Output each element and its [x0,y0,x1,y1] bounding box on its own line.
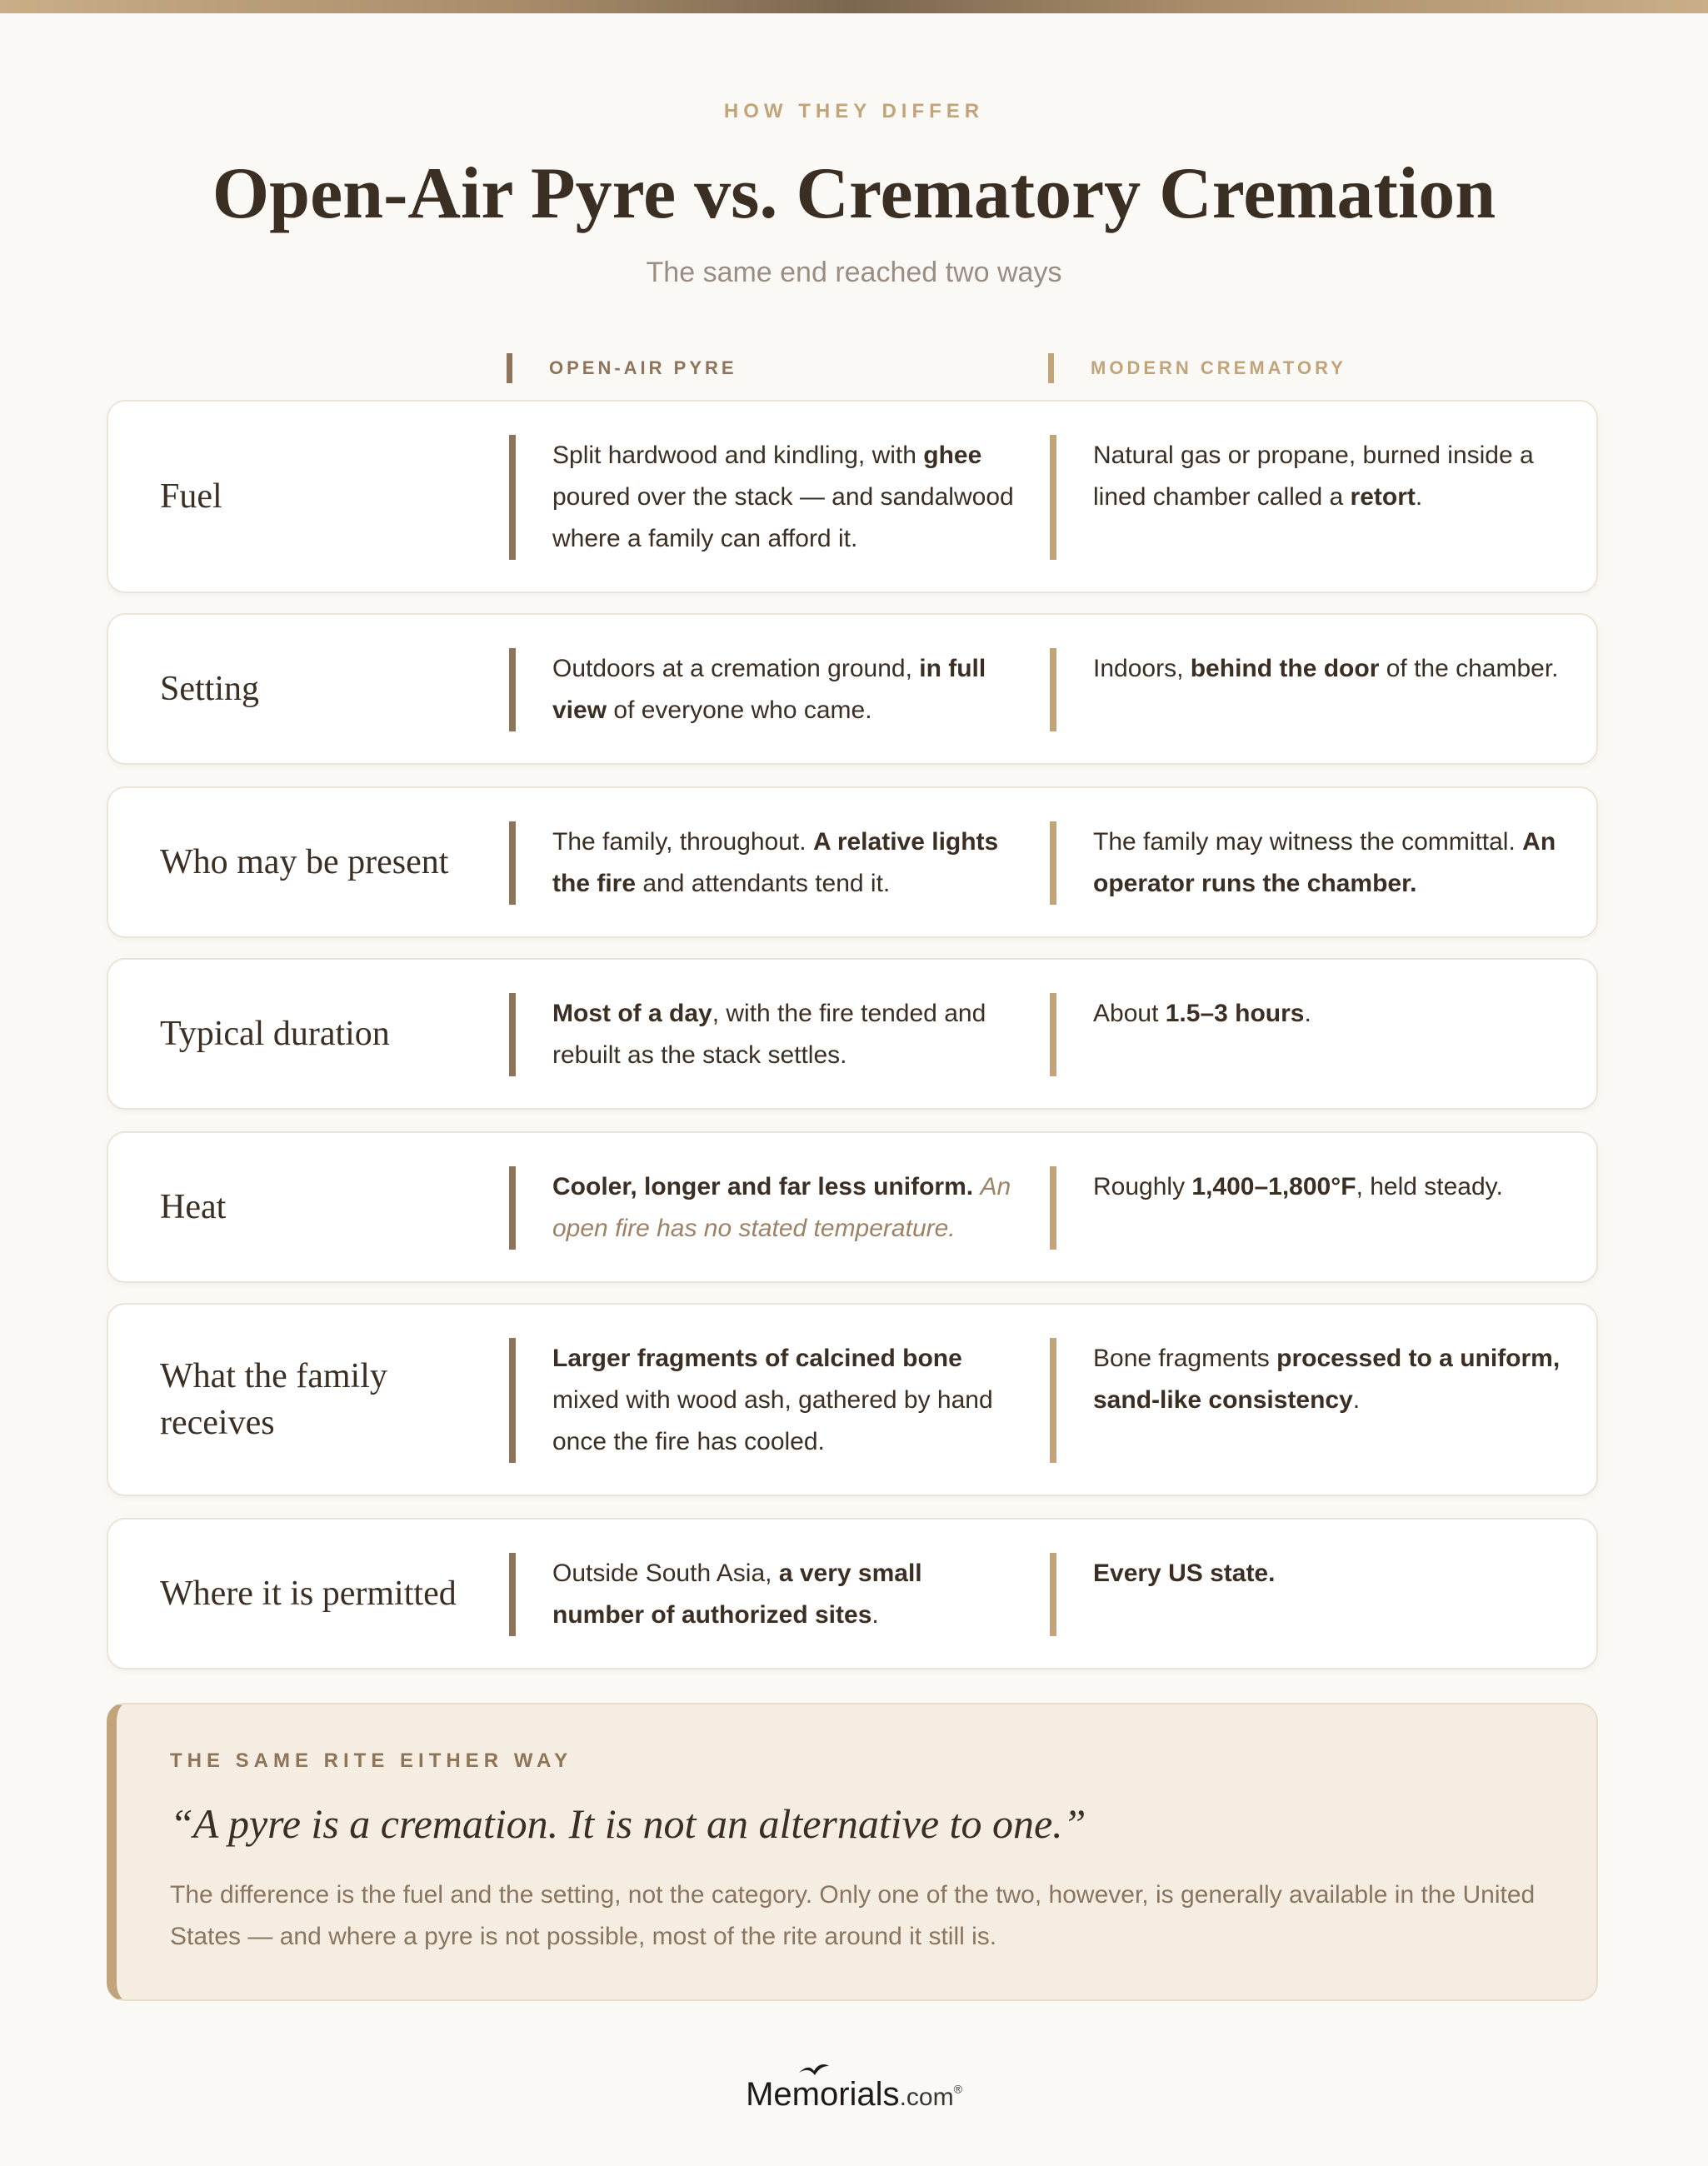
page-title: Open-Air Pyre vs. Crematory Cremation [212,153,1496,234]
summary-callout [107,1703,1598,2001]
emphasis-text: Larger fragments of calcined bone [552,1345,962,1372]
comparison-row-what-the-family-receives [107,1303,1598,1496]
open-air-pyre-cell [509,435,1019,560]
comparison-row-typical-duration [107,958,1598,1110]
emphasis-text: Most of a day [552,1000,712,1027]
body-text: of the chamber. [1379,655,1559,682]
body-text: , held steady. [1356,1173,1503,1200]
modern-crematory-cell [1050,1338,1566,1463]
bird-icon [797,2059,831,2078]
logo-suffix: .com [899,2084,954,2111]
modern-crematory-cell [1050,821,1566,905]
logo-name: Memorials [746,2076,900,2113]
top-accent-bar [0,0,1708,13]
open-air-pyre-cell [509,1338,1019,1463]
body-text: . [871,1601,879,1629]
body-text: Roughly [1093,1173,1192,1200]
emphasis-text: ghee [923,442,982,469]
page-subtitle: The same end reached two ways [646,257,1062,288]
emphasis-text: An operator runs the chamber. [1093,828,1556,897]
row-label: Fuel [160,477,222,516]
body-text: The family, throughout. [552,828,813,856]
column-header-modern-crematory: MODERN CREMATORY [1048,353,1346,383]
body-text: Outdoors at a cremation ground, [552,655,920,682]
open-air-pyre-cell [509,1166,1019,1250]
logo-registered-mark: ® [953,2082,962,2096]
body-text: Outside South Asia, [552,1560,779,1587]
callout-eyebrow: THE SAME RITE EITHER WAY [170,1749,573,1772]
comparison-row-heat [107,1131,1598,1283]
body-text: of everyone who came. [607,696,872,724]
modern-crematory-cell [1050,648,1566,731]
emphasis-text: behind the door [1190,655,1380,682]
modern-crematory-cell [1050,1166,1566,1250]
body-text: About [1093,1000,1166,1027]
body-text: Bone fragments [1093,1345,1277,1372]
body-text: poured over the stack — and sandalwood where a family can afford it. [552,483,1014,552]
open-air-pyre-cell [509,821,1019,905]
callout-quote: “A pyre is a cremation. It is not an alternative to one.” [170,1800,1086,1847]
row-label: Where it is permitted [160,1575,457,1613]
emphasis-text: Cooler, longer and far less uniform. [552,1173,974,1200]
emphasis-text: 1.5–3 hours [1165,1000,1305,1027]
body-text: . [1415,483,1423,511]
comparison-row-who-may-be-present [107,786,1598,938]
body-text: , with the fire tended and rebuilt as the stack settles. [552,1000,986,1069]
body-text: and attendants tend it. [636,870,891,897]
open-air-pyre-cell [509,1553,1019,1636]
emphasis-text: retort [1350,483,1416,511]
memorials-logo[interactable] [0,2076,1708,2114]
note-text: An open fire has no stated temperature. [552,1173,1011,1242]
body-text: Split hardwood and kindling, with [552,442,924,469]
column-header-open-air-pyre: OPEN-AIR PYRE [507,353,737,383]
emphasis-text: processed to a uniform, sand-like consistency [1093,1345,1561,1414]
modern-crematory-cell [1050,993,1566,1076]
emphasis-text: A relative lights the fire [552,828,999,897]
row-label: What the family receives [160,1357,387,1442]
comparison-row-where-it-is-permitted [107,1518,1598,1669]
comparison-row-fuel [107,400,1598,593]
body-text: . [1352,1386,1361,1414]
modern-crematory-cell [1050,435,1566,560]
emphasis-text: in full view [552,655,986,724]
callout-body: The difference is the fuel and the setting, not the category. Only one of the two, however, is generally available in the United States — and where a pyre is not possible, most of the rite around it still is. [170,1881,1536,1950]
row-label: Heat [160,1188,227,1226]
comparison-row-setting [107,613,1598,765]
open-air-pyre-cell [509,648,1019,731]
row-label: Typical duration [160,1015,390,1053]
row-label: Setting [160,670,260,708]
section-eyebrow: HOW THEY DIFFER [723,100,985,122]
body-text: The family may witness the committal. [1093,828,1523,856]
body-text: . [1304,1000,1311,1027]
logo-wordmark [746,2076,962,2114]
body-text: mixed with wood ash, gathered by hand once the fire has cooled. [552,1386,993,1455]
emphasis-text: a very small number of authorized sites [552,1560,922,1629]
body-text: Natural gas or propane, burned inside a lined chamber called a [1093,442,1534,511]
emphasis-text: 1,400–1,800°F [1191,1173,1356,1200]
body-text: Indoors, [1093,655,1191,682]
open-air-pyre-cell [509,993,1019,1076]
modern-crematory-cell [1050,1553,1566,1636]
emphasis-text: Every US state. [1093,1560,1276,1587]
row-label: Who may be present [160,843,449,881]
